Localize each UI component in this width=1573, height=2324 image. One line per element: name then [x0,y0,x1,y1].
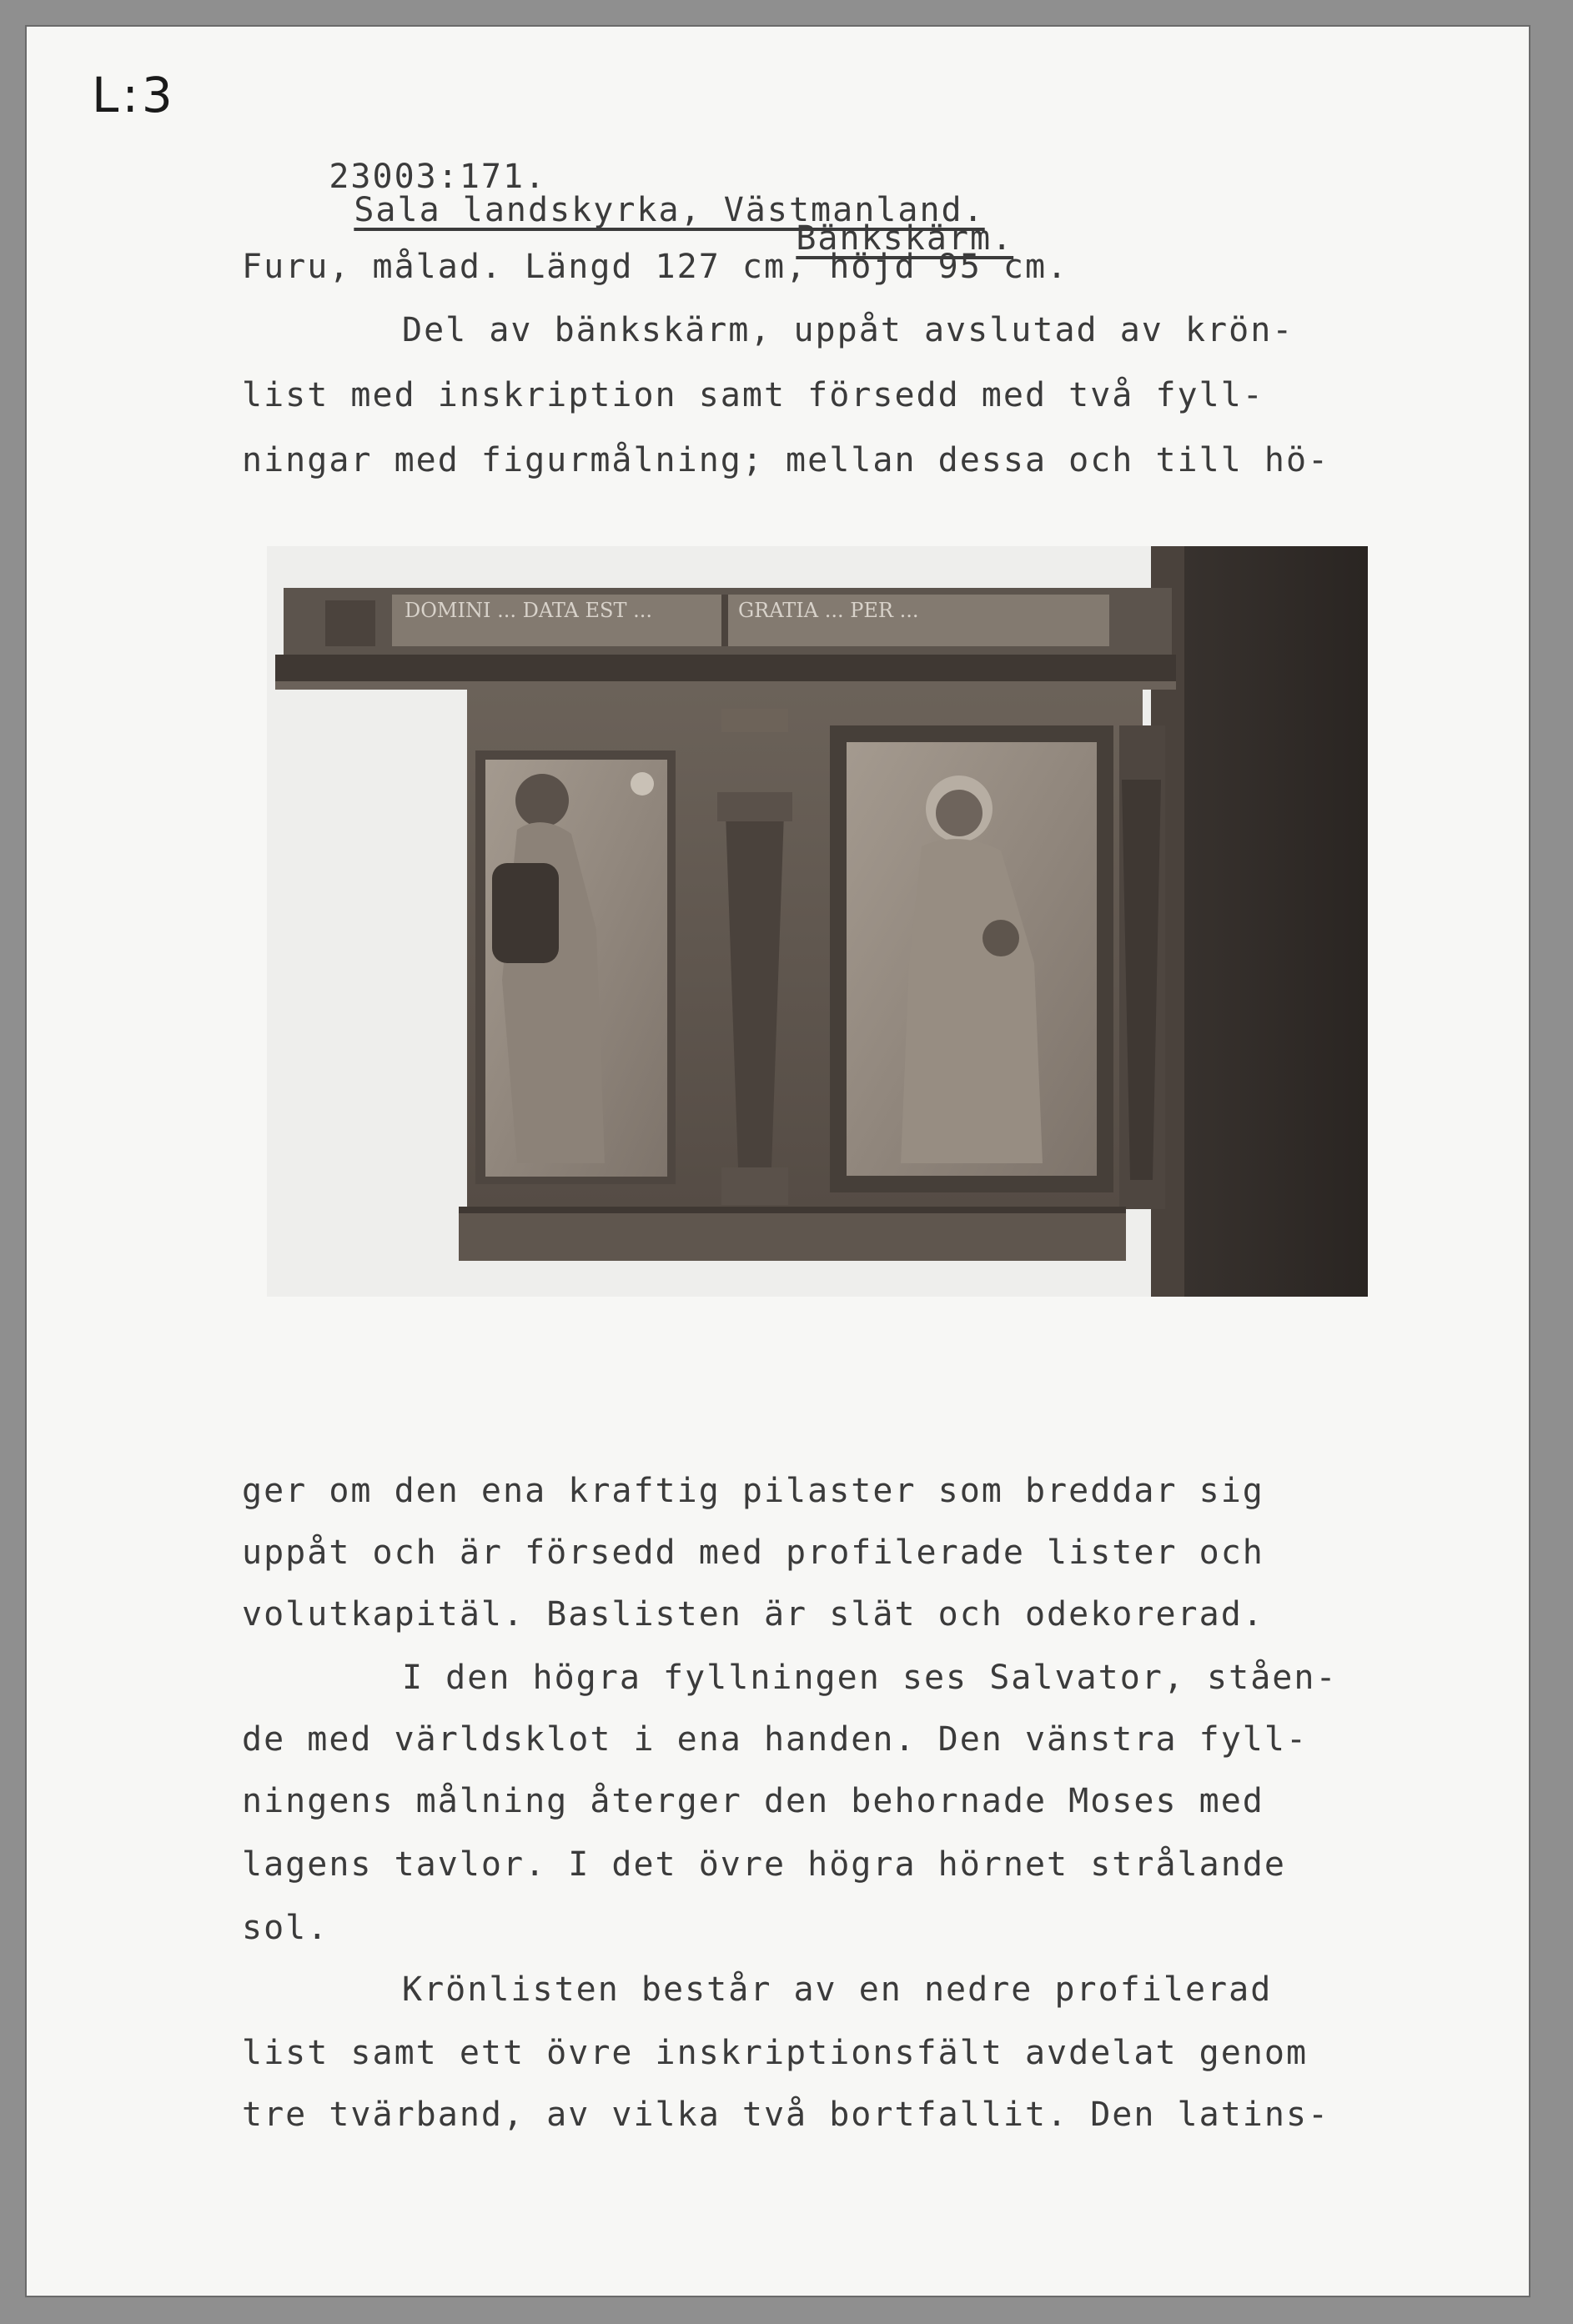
body-line: ningens målning återger den behornade Moses med [242,1782,1264,1820]
inscription-left: DOMINI ... DATA EST ... [405,599,652,622]
body-line: de med världsklot i ena handen. Den vänstra fyll- [242,1720,1309,1759]
body-line: lagens tavlor. I det övre högra hörnet strålande [242,1845,1286,1884]
intro-line: ningar med figurmålning; mellan dessa och till hö- [242,441,1330,479]
corner-mark: L:3 [92,67,176,123]
body-line: I den högra fyllningen ses Salvator, ståen- [402,1659,1338,1697]
object-title: Bänkskärm. [796,219,1014,258]
body-line: sol. [242,1909,329,1947]
intro-line: Del av bänkskärm, uppåt avslutad av krön- [402,311,1294,349]
body-line: volutkapitäl. Baslisten är slät och odekorerad. [242,1595,1264,1634]
material-line: Furu, målad. Längd 127 cm, höjd 95 cm. [242,248,1069,286]
base-rail [459,1207,1126,1261]
sun [631,772,654,796]
tablets-of-law [492,863,559,963]
intro-line: list med inskription samt försedd med två fyll- [242,376,1264,414]
catalog-number: 23003:171. [329,158,547,196]
catalog-card [25,25,1530,2297]
inscription-right: GRATIA ... PER ... [738,599,919,622]
pew-screen-illustration [267,546,1368,1297]
pew-screen-photo [267,546,1368,1297]
body-line: Krönlisten består av en nedre profilerad [402,1970,1273,2009]
location-title: Sala landskyrka, Västmanland. [354,191,985,229]
body-line: tre tvärband, av vilka två bortfallit. Den latins- [242,2096,1330,2134]
body-line: uppåt och är försedd med profilerade lister och [242,1533,1264,1572]
body-line: list samt ett övre inskriptionsfält avdelat genom [242,2034,1309,2072]
world-globe [982,920,1019,956]
body-line: ger om den ena kraftig pilaster som breddar sig [242,1472,1264,1510]
